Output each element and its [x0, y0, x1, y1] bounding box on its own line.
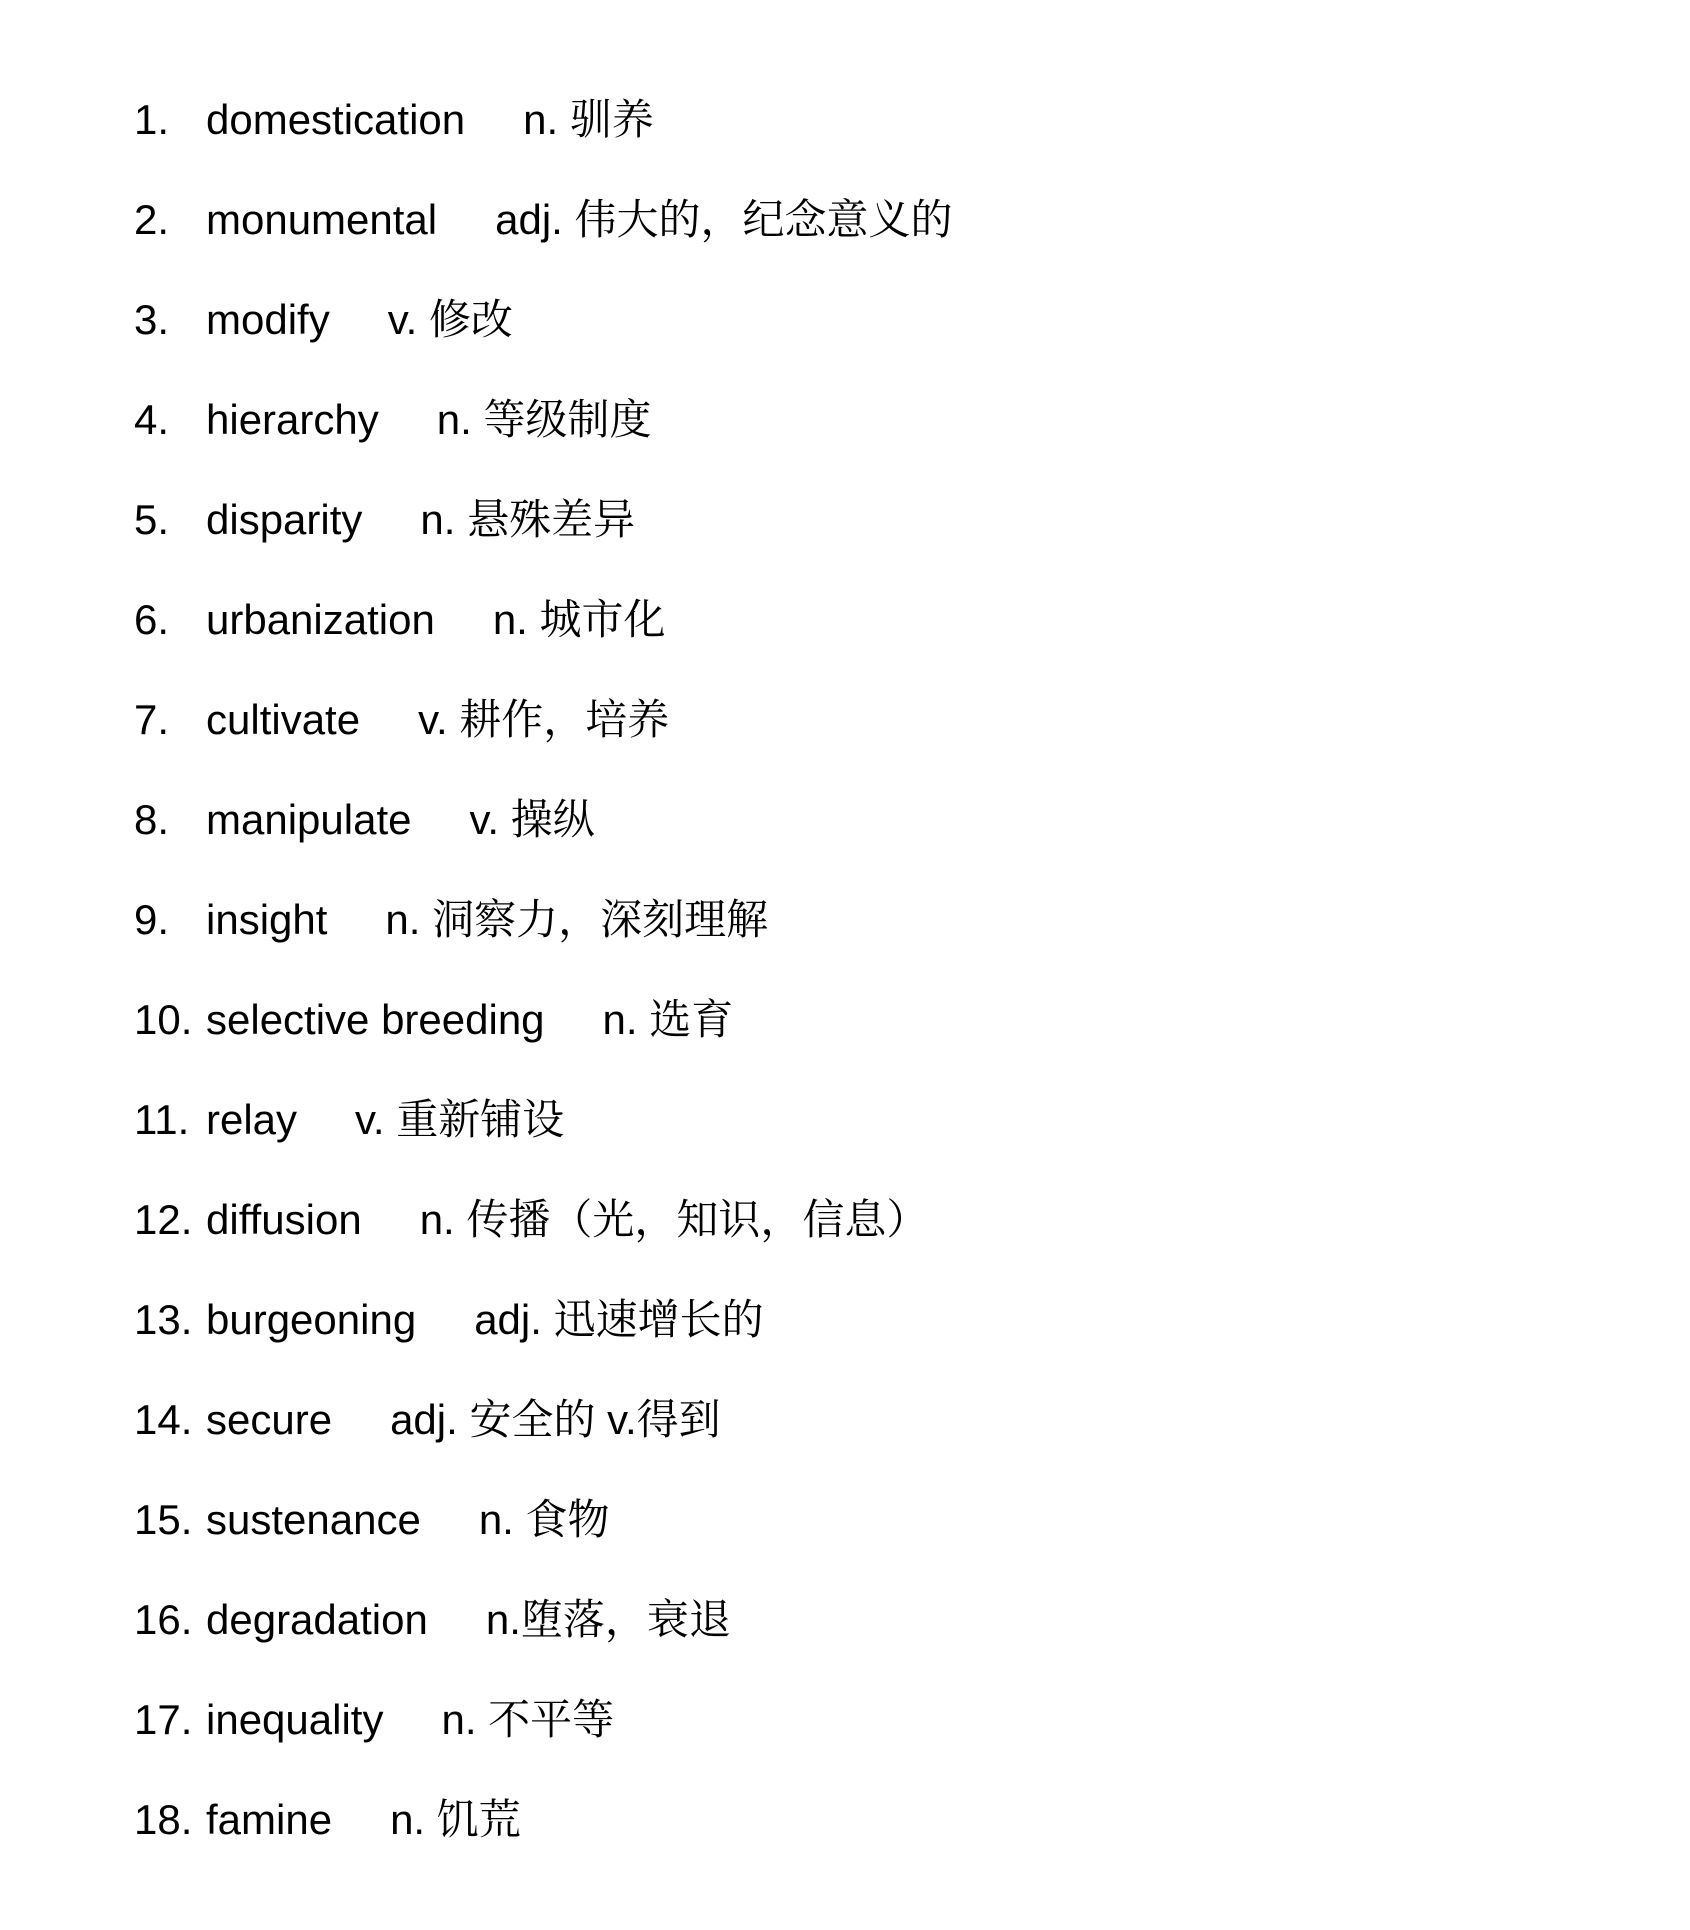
item-word: modify [206, 296, 330, 343]
item-word: famine [206, 1796, 333, 1843]
item-word: manipulate [206, 796, 412, 843]
item-definition: n.堕落，衰退 [485, 1596, 731, 1643]
item-definition: n. 城市化 [492, 596, 666, 643]
item-word: hierarchy [206, 396, 379, 443]
item-definition: n. 传播（光，知识，信息） [419, 1196, 929, 1243]
item-number: 1. [134, 96, 170, 143]
item-number: 8. [134, 796, 170, 843]
item-number: 14. [134, 1396, 193, 1443]
item-number: 13. [134, 1296, 193, 1343]
item-number: 7. [134, 696, 170, 743]
item-word: domestication [206, 96, 466, 143]
item-definition: n. 饥荒 [390, 1796, 521, 1843]
item-word: sustenance [206, 1496, 421, 1543]
vocab-item [134, 70, 953, 170]
vocab-item [134, 670, 953, 770]
item-number: 15. [134, 1496, 193, 1543]
item-definition: n. 悬殊差异 [420, 496, 636, 543]
item-word: monumental [206, 196, 438, 243]
vocab-item [134, 1470, 953, 1570]
vocab-item [134, 170, 953, 270]
item-word: relay [206, 1096, 298, 1143]
vocab-item [134, 270, 953, 370]
item-definition: adj. 迅速增长的 [474, 1296, 764, 1343]
vocab-item [134, 1670, 953, 1770]
item-word: inequality [206, 1696, 384, 1743]
vocab-item [134, 1070, 953, 1170]
vocab-item [134, 1770, 953, 1870]
item-definition: n. 不平等 [441, 1696, 615, 1743]
item-definition: n. 选育 [602, 996, 734, 1043]
item-word: selective breeding [206, 996, 545, 1043]
item-word: degradation [206, 1596, 428, 1643]
vocabulary-list [134, 70, 953, 1870]
item-definition: n. 驯养 [523, 96, 654, 143]
item-definition: n. 洞察力，深刻理解 [385, 896, 769, 943]
item-definition: n. 食物 [478, 1496, 610, 1543]
item-definition: v. 操纵 [469, 796, 595, 843]
item-definition: adj. 安全的 v.得到 [390, 1396, 721, 1443]
item-number: 12. [134, 1196, 193, 1243]
vocab-item [134, 870, 953, 970]
item-word: burgeoning [206, 1296, 417, 1343]
vocab-item [134, 1570, 953, 1670]
item-number: 9. [134, 896, 170, 943]
item-definition: adj. 伟大的，纪念意义的 [495, 196, 953, 243]
item-number: 16. [134, 1596, 193, 1643]
vocab-item [134, 470, 953, 570]
item-definition: v. 重新铺设 [355, 1096, 565, 1143]
item-number: 3. [134, 296, 170, 343]
vocab-item [134, 770, 953, 870]
item-number: 4. [134, 396, 170, 443]
item-word: disparity [206, 496, 363, 543]
item-definition: v. 耕作，培养 [418, 696, 670, 743]
item-number: 18. [134, 1796, 193, 1843]
vocab-item [134, 370, 953, 470]
vocab-item [134, 570, 953, 670]
vocab-item [134, 1270, 953, 1370]
item-word: insight [206, 896, 328, 943]
vocab-item [134, 970, 953, 1070]
item-number: 11. [134, 1096, 190, 1143]
item-number: 17. [134, 1696, 193, 1743]
item-number: 6. [134, 596, 170, 643]
item-number: 5. [134, 496, 170, 543]
vocab-item [134, 1170, 953, 1270]
item-word: urbanization [206, 596, 435, 643]
item-number: 2. [134, 196, 170, 243]
vocab-item [134, 1370, 953, 1470]
item-word: diffusion [206, 1196, 362, 1243]
item-word: cultivate [206, 696, 361, 743]
item-definition: v. 修改 [387, 296, 513, 343]
item-word: secure [206, 1396, 333, 1443]
item-definition: n. 等级制度 [436, 396, 652, 443]
item-number: 10. [134, 996, 193, 1043]
